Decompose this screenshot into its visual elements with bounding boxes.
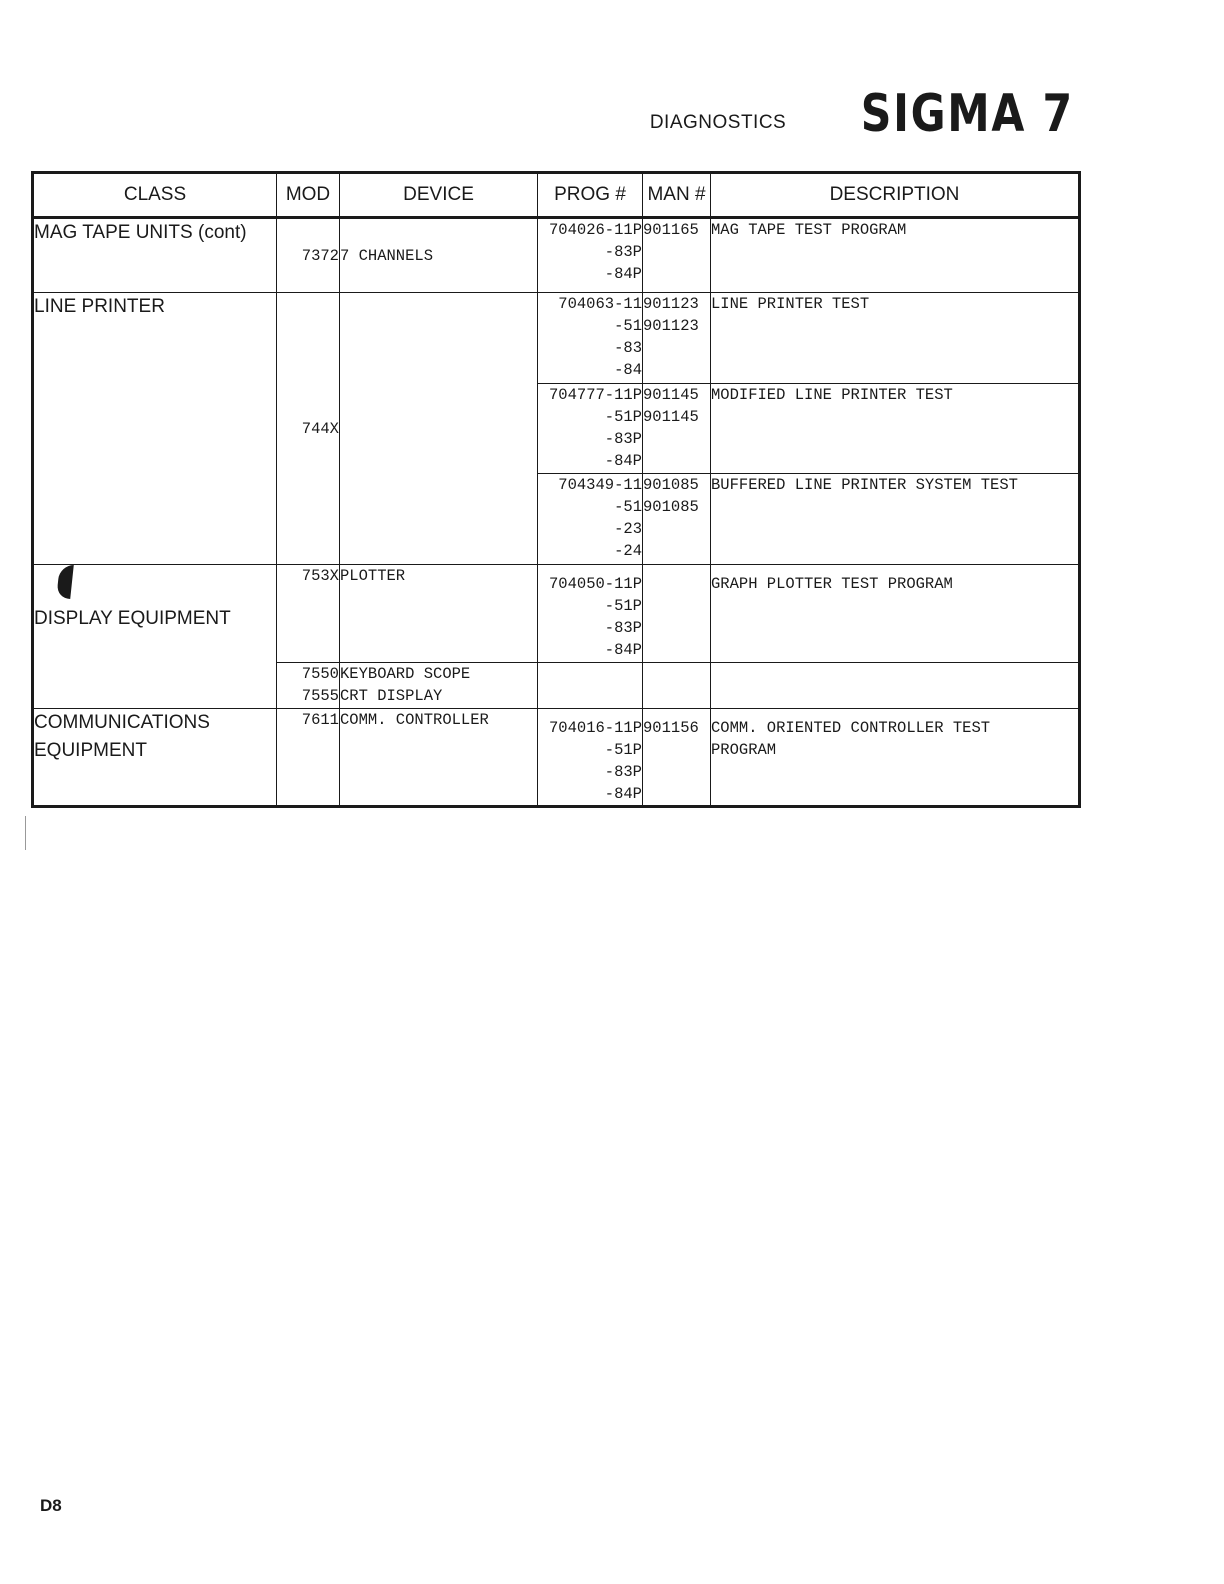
table-row [33, 218, 1080, 293]
mod-cell: 753X [277, 565, 340, 663]
man-cell [643, 709, 711, 807]
table-row [33, 709, 1080, 807]
prog-number: 704063-11 [558, 295, 642, 313]
description-cell [711, 293, 1080, 384]
prog-number: -51P [604, 408, 642, 426]
device-cell [340, 663, 538, 709]
prog-number: -84P [604, 641, 642, 659]
class-label: DISPLAY EQUIPMENT [34, 608, 231, 629]
prog-number: -23 [614, 520, 642, 538]
prog-number: -83 [614, 339, 642, 357]
description-cell [711, 663, 1080, 709]
prog-cell [538, 663, 643, 709]
prog-number: -83P [604, 763, 642, 781]
page-number: D8 [40, 1496, 62, 1515]
description-text: BUFFERED LINE PRINTER SYSTEM TEST [711, 476, 1018, 494]
prog-number: -24 [614, 542, 642, 560]
man-number: 901085 [643, 498, 699, 516]
class-cell [33, 565, 277, 709]
description-cell [711, 218, 1080, 293]
prog-number: -83P [604, 243, 642, 261]
class-label: EQUIPMENT [34, 740, 147, 761]
prog-number: -51P [604, 597, 642, 615]
mod-cell [277, 663, 340, 709]
mod-cell: 7372 [277, 218, 340, 293]
mod-number: 7555 [301, 687, 339, 705]
prog-number: 704050-11P [548, 575, 642, 593]
prog-number: 704349-11 [558, 476, 642, 494]
prog-cell [538, 709, 643, 807]
man-number: 901145 [643, 386, 699, 404]
man-cell [643, 474, 711, 565]
prog-number: -83P [604, 619, 642, 637]
col-prog-header: PROG # [538, 173, 643, 218]
prog-number: 704777-11P [548, 386, 642, 404]
col-device-header: DEVICE [340, 173, 538, 218]
prog-number: -51 [614, 317, 642, 335]
prog-number: -84P [604, 452, 642, 470]
class-cell: MAG TAPE UNITS (cont) [33, 218, 277, 293]
scan-edge-mark [25, 816, 26, 850]
col-man-header: MAN # [643, 173, 711, 218]
mod-cell: 7611 [277, 709, 340, 807]
col-description-header: DESCRIPTION [711, 173, 1080, 218]
device-name: CRT DISPLAY [340, 687, 443, 705]
description-text: PROGRAM [711, 741, 777, 759]
man-number: 901123 [643, 317, 699, 335]
man-cell [643, 384, 711, 474]
table-row [33, 565, 1080, 663]
prog-cell [538, 218, 643, 293]
device-cell: PLOTTER [340, 565, 538, 663]
prog-number: -84P [604, 265, 642, 283]
man-number: 901145 [643, 408, 699, 426]
prog-number: -84P [604, 785, 642, 803]
description-text: LINE PRINTER TEST [711, 295, 870, 313]
description-text: MODIFIED LINE PRINTER TEST [711, 386, 953, 404]
man-cell [643, 218, 711, 293]
man-cell [643, 565, 711, 663]
man-cell [643, 293, 711, 384]
table-header-row [33, 173, 1080, 218]
class-cell [33, 709, 277, 807]
sigma-7-logo: SIGMA 7 [860, 84, 1074, 144]
description-text: MAG TAPE TEST PROGRAM [711, 221, 907, 239]
prog-number: -83P [604, 430, 642, 448]
prog-number: -84 [614, 361, 642, 379]
man-number: 901123 [643, 295, 699, 313]
device-name: KEYBOARD SCOPE [340, 665, 471, 683]
prog-cell [538, 565, 643, 663]
prog-cell [538, 384, 643, 474]
description-cell [711, 709, 1080, 807]
description-text: GRAPH PLOTTER TEST PROGRAM [711, 575, 953, 593]
man-number: 901156 [643, 719, 699, 737]
prog-number: 704016-11P [548, 719, 642, 737]
description-cell [711, 384, 1080, 474]
prog-number: 704026-11P [548, 221, 642, 239]
class-label: COMMUNICATIONS [34, 712, 210, 733]
section-label: DIAGNOSTICS [649, 112, 787, 133]
description-cell [711, 565, 1080, 663]
device-cell [340, 293, 538, 565]
description-text: COMM. ORIENTED CONTROLLER TEST [711, 719, 991, 737]
man-number: 901165 [643, 221, 699, 239]
prog-cell [538, 293, 643, 384]
device-cell: 7 CHANNELS [340, 218, 538, 293]
mod-cell: 744X [277, 293, 340, 565]
man-number: 901085 [643, 476, 699, 494]
col-mod-header: MOD [277, 173, 340, 218]
device-cell: COMM. CONTROLLER [340, 709, 538, 807]
punch-hole-icon [56, 565, 74, 599]
mod-number: 7550 [301, 665, 339, 683]
col-class-header: CLASS [33, 173, 277, 218]
description-cell [711, 474, 1080, 565]
prog-cell [538, 474, 643, 565]
class-cell: LINE PRINTER [33, 293, 277, 565]
page-header [649, 84, 1074, 144]
table-row [33, 293, 1080, 384]
man-cell [643, 663, 711, 709]
prog-number: -51P [604, 741, 642, 759]
prog-number: -51 [614, 498, 642, 516]
diagnostics-table [31, 171, 1081, 808]
